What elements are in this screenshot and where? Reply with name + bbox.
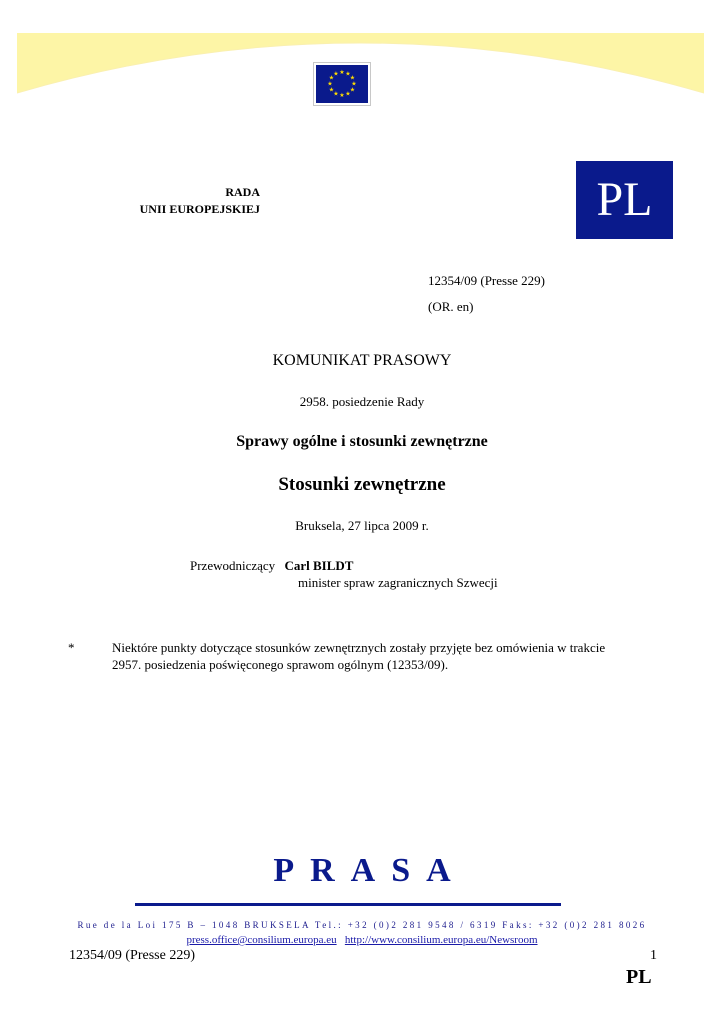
press-title: PRASA	[273, 852, 467, 889]
svg-text:★: ★	[351, 80, 357, 88]
svg-text:★: ★	[339, 92, 345, 99]
svg-text:★: ★	[349, 86, 356, 94]
svg-text:★: ★	[327, 80, 333, 88]
svg-text:★: ★	[333, 90, 339, 98]
footer-doc-reference: 12354/09 (Presse 229)	[69, 948, 195, 963]
footnote-text: Niektóre punkty dotyczące stosunków zewnętrznych zostały przyjęte bez omówienia w trakcie 2957. posiedzenia poświęconego sprawom ogólnym (12353/09).	[112, 640, 606, 672]
footnote-marker: *	[68, 640, 75, 655]
reference-number: 12354/09 (Presse 229)	[428, 273, 545, 288]
footer-links	[0, 934, 724, 946]
presidency-block	[190, 557, 498, 591]
svg-text:★: ★	[333, 70, 339, 78]
svg-text:★: ★	[328, 86, 335, 94]
organization-line-2: UNII EUROPEJSKIEJ	[139, 202, 260, 216]
svg-text:★: ★	[339, 69, 345, 76]
president-name: Carl BILDT	[284, 558, 354, 573]
language-badge: PL	[576, 161, 673, 239]
organization-line-1: RADA	[225, 185, 260, 199]
document-reference	[428, 268, 545, 320]
session-number: 2958. posiedzenie Rady	[299, 394, 425, 409]
original-language: (OR. en)	[428, 299, 474, 314]
organization-name	[100, 184, 260, 218]
president-role: Przewodniczący	[190, 558, 276, 573]
svg-text:★: ★	[345, 90, 351, 98]
svg-text:★: ★	[345, 70, 351, 78]
website-link[interactable]: http://www.consilium.europa.eu/Newsroom	[344, 934, 538, 946]
svg-text:★: ★	[349, 74, 356, 82]
council-configuration: Sprawy ogólne i stosunki zewnętrzne	[236, 433, 488, 450]
president-function: minister spraw zagranicznych Szwecji	[298, 575, 498, 590]
footer-divider	[135, 903, 561, 906]
eu-flag-icon	[314, 63, 370, 105]
svg-text:★: ★	[328, 74, 335, 82]
document-type-heading: KOMUNIKAT PRASOWY	[272, 352, 452, 369]
topic-title: Stosunki zewnętrzne	[278, 474, 446, 495]
place-date: Bruksela, 27 lipca 2009 r.	[295, 518, 429, 533]
footer-address: Rue de la Loi 175 B – 1048 BRUKSELA Tel.: +32 (0)2 281 9548 / 6319 Faks: +32 (0)2 281 8026	[77, 920, 647, 930]
email-link[interactable]: press.office@consilium.europa.eu	[186, 934, 337, 946]
page-number: 1	[650, 948, 657, 963]
footer-language: PL	[626, 966, 652, 988]
